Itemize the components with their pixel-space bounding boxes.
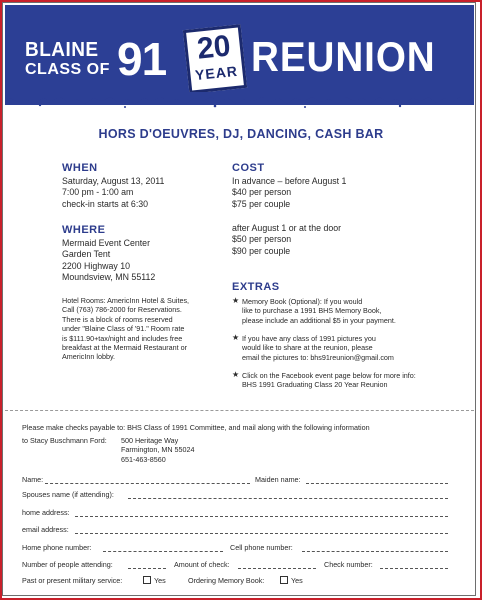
hotel-info: Hotel Rooms: AmericInn Hotel & Suites, Call (763) 786-2000 for Reservations. There is a block of rooms reserved under "Blaine Class of '91." Room rate is $111.90+tax/night and includes free breakfast at the Mermaid Restaurant or AmericInn lobby. <box>62 296 190 362</box>
email-address-field[interactable] <box>75 533 448 534</box>
where-details: Mermaid Event Center Garden Tent 2200 Highway 10 Moundsview, MN 55112 <box>62 238 156 282</box>
extras-item-pictures: If you have any class of 1991 pictures you would like to share at the reunion, please email the pictures to: bhs91reunion@gmail.com <box>242 334 394 362</box>
maiden-name-label: Maiden name: <box>255 475 301 484</box>
banner-class-of: CLASS OF <box>25 61 110 78</box>
when-details: Saturday, August 13, 2011 7:00 pm - 1:00 am check-in starts at 6:30 <box>62 176 165 209</box>
spouse-name-label: Spouses name (if attending): <box>22 490 114 499</box>
military-yes-checkbox[interactable] <box>143 576 151 584</box>
mail-to-text: to Stacy Buschmann Ford: <box>22 436 107 445</box>
cost-advance: In advance – before August 1 $40 per person $75 per couple <box>232 176 347 209</box>
badge-number: 20 <box>195 29 233 66</box>
memory-book-label: Ordering Memory Book: <box>188 576 265 585</box>
extras-item-facebook: Click on the Facebook event page below for more info: BHS 1991 Graduating Class 20 Year Reunion <box>242 371 416 390</box>
check-number-label: Check number: <box>324 560 373 569</box>
people-attending-field[interactable] <box>128 568 166 569</box>
home-phone-field[interactable] <box>103 551 223 552</box>
twenty-year-badge <box>183 24 247 94</box>
check-number-field[interactable] <box>380 568 448 569</box>
cost-door: after August 1 or at the door $50 per person $90 per couple <box>232 223 342 256</box>
event-tagline: HORS D'OEUVRES, DJ, DANCING, CASH BAR <box>98 127 384 141</box>
cut-line <box>5 410 474 411</box>
memory-book-yes-label: Yes <box>291 576 303 585</box>
bullet-icon: ★ <box>232 370 240 379</box>
banner-blaine: BLAINE <box>25 39 99 61</box>
when-heading: WHEN <box>62 162 98 174</box>
amount-of-check-label: Amount of check: <box>174 560 230 569</box>
military-yes-label: Yes <box>154 576 166 585</box>
cost-heading: COST <box>232 162 265 174</box>
banner-reunion: REUNION <box>251 33 436 80</box>
name-field[interactable] <box>45 483 250 484</box>
where-heading: WHERE <box>62 224 106 236</box>
spouse-name-field[interactable] <box>128 498 448 499</box>
home-phone-label: Home phone number: <box>22 543 92 552</box>
bullet-icon: ★ <box>232 333 240 342</box>
checks-payable-text: Please make checks payable to: BHS Class of 1991 Committee, and mail along with the following information <box>22 423 370 432</box>
bullet-icon: ★ <box>232 296 240 305</box>
memory-book-yes-checkbox[interactable] <box>280 576 288 584</box>
military-service-label: Past or present military service: <box>22 576 123 585</box>
mailing-address: 500 Heritage Way Farmington, MN 55024 651-463-8560 <box>121 436 195 464</box>
banner-torn-edge <box>5 92 474 110</box>
amount-of-check-field[interactable] <box>238 568 316 569</box>
badge-word: YEAR <box>194 62 239 84</box>
people-attending-label: Number of people attending: <box>22 560 113 569</box>
banner-year-91: 91 <box>117 33 167 85</box>
name-label: Name: <box>22 475 44 484</box>
maiden-name-field[interactable] <box>306 483 448 484</box>
cell-phone-label: Cell phone number: <box>230 543 293 552</box>
extras-item-memory-book: Memory Book (Optional): If you would like to purchase a 1991 BHS Memory Book, please include an additional $5 in your payment. <box>242 297 396 325</box>
cell-phone-field[interactable] <box>302 551 448 552</box>
home-address-field[interactable] <box>75 516 448 517</box>
email-address-label: email address: <box>22 525 69 534</box>
extras-heading: EXTRAS <box>232 281 280 293</box>
home-address-label: home address: <box>22 508 70 517</box>
header-banner <box>5 5 474 105</box>
